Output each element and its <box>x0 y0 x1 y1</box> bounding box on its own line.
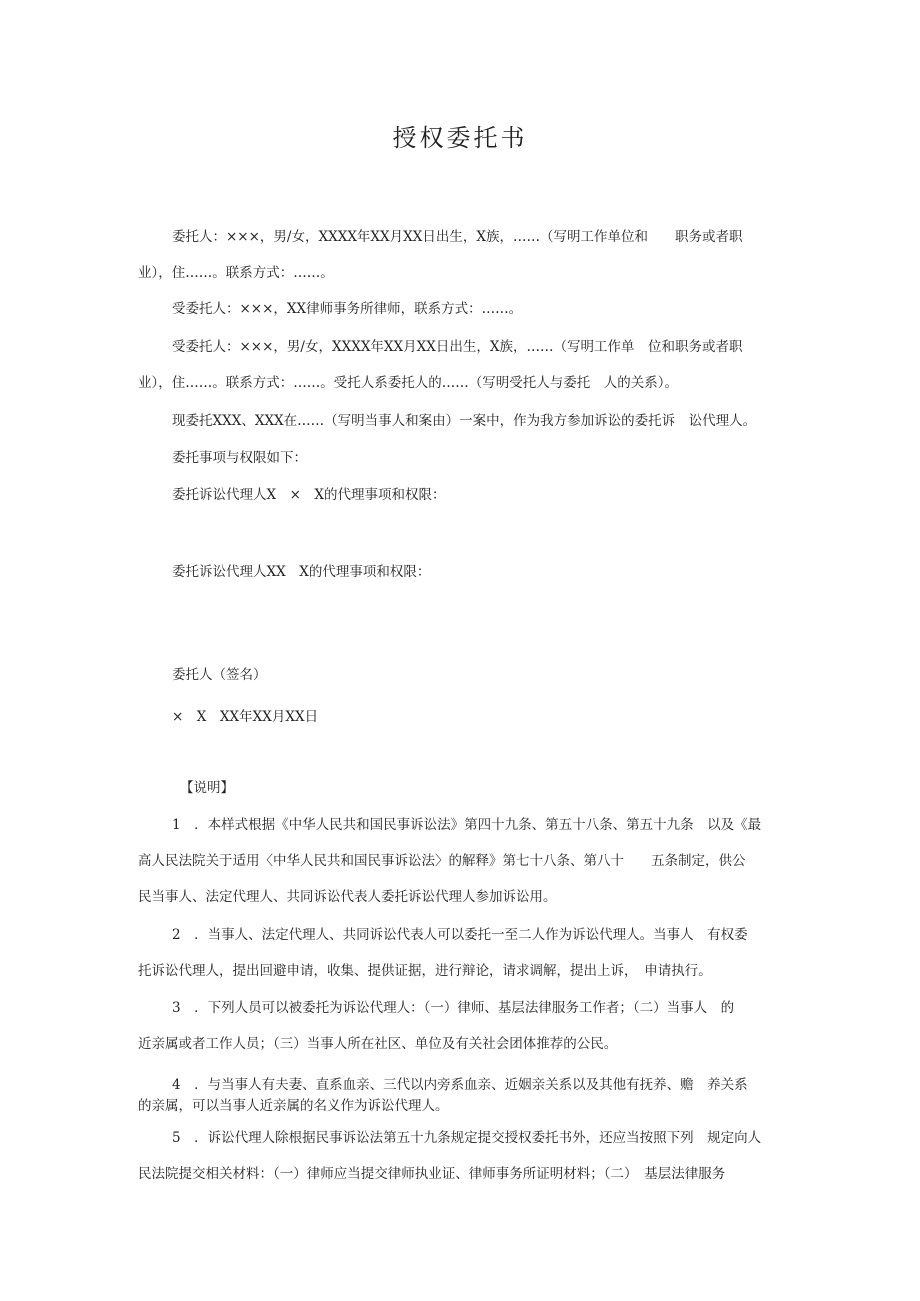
note-5-line-1: 5 ．诉讼代理人除根据民事诉讼法第五十九条规定提交授权委托书外，还应当按照下列 规定向人 <box>172 1130 762 1146</box>
notes-heading: 【说明】 <box>180 780 234 796</box>
agent-2-powers: 委托诉讼代理人XX X的代理事项和权限： <box>172 564 431 580</box>
note-5-line-2: 民法院提交相关材料：（一）律师应当提交律师执业证、律师事务所证明材料；（二） 基层法律服务 <box>138 1166 726 1182</box>
matters-heading: 委托事项与权限如下： <box>172 450 307 466</box>
principal-signature: 委托人（签名） <box>172 667 267 683</box>
signature-date: × X XX年XX月XX日 <box>172 709 319 725</box>
agent-1-powers: 委托诉讼代理人X × X的代理事项和权限： <box>172 487 446 503</box>
note-3-line-2: 近亲属或者工作人员；（三）当事人所在社区、单位及有关社会团体推荐的公民。 <box>138 1036 618 1052</box>
note-2-line-1: 2 ．当事人、法定代理人、共同诉讼代表人可以委托一至二人作为诉讼代理人。当事人 有权委 <box>172 927 748 943</box>
agent-2-line-1: 受委托人：×××，男/女，XXXX年XX月XX日出生，X族，……（写明工作单 位和职务或者职 <box>172 339 743 355</box>
principal-line-2: 业），住……。联系方式：……。 <box>138 265 334 281</box>
agent-2-line-2: 业），住……。联系方式：……。受托人系委托人的……（写明受托人与委托 人的关系）。 <box>138 375 678 391</box>
entrust-statement: 现委托XXX、XXX在……（写明当事人和案由）一案中，作为我方参加诉讼的委托诉 讼代理人。 <box>172 413 757 429</box>
note-3-line-1: 3 ．下列人员可以被委托为诉讼代理人：（一）律师、基层法律服务工作者；（二）当事人 的 <box>172 1000 735 1016</box>
document-title: 授权委托书 <box>392 124 528 152</box>
note-4-line-1: 4 ．与当事人有夫妻、直系血亲、三代以内旁系血亲、近姻亲关系以及其他有抚养、赡 养关系 <box>172 1077 748 1093</box>
agent-1-line: 受委托人：×××，XX律师事务所律师，联系方式：……。 <box>172 301 523 317</box>
note-1-line-2: 高人民法院关于适用〈中华人民共和国民事诉讼法〉的解释》第七十八条、第八十 五条制定，供公 <box>138 853 746 869</box>
note-1-line-3: 民当事人、法定代理人、共同诉讼代表人委托诉讼代理人参加诉讼用。 <box>138 889 557 905</box>
note-1-line-1: 1 ．本样式根据《中华人民共和国民事诉讼法》第四十九条、第五十八条、第五十九条 以及《最 <box>172 817 762 833</box>
principal-line-1: 委托人：×××，男/女，XXXX年XX月XX日出生，X族，……（写明工作单位和 职务或者职 <box>172 229 743 245</box>
note-4-line-2: 的亲属，可以当事人近亲属的名义作为诉讼代理人。 <box>138 1098 449 1114</box>
note-2-line-2: 托诉讼代理人，提出回避申请，收集、提供证据，进行辩论，请求调解，提出上诉， 申请执行。 <box>138 963 712 979</box>
